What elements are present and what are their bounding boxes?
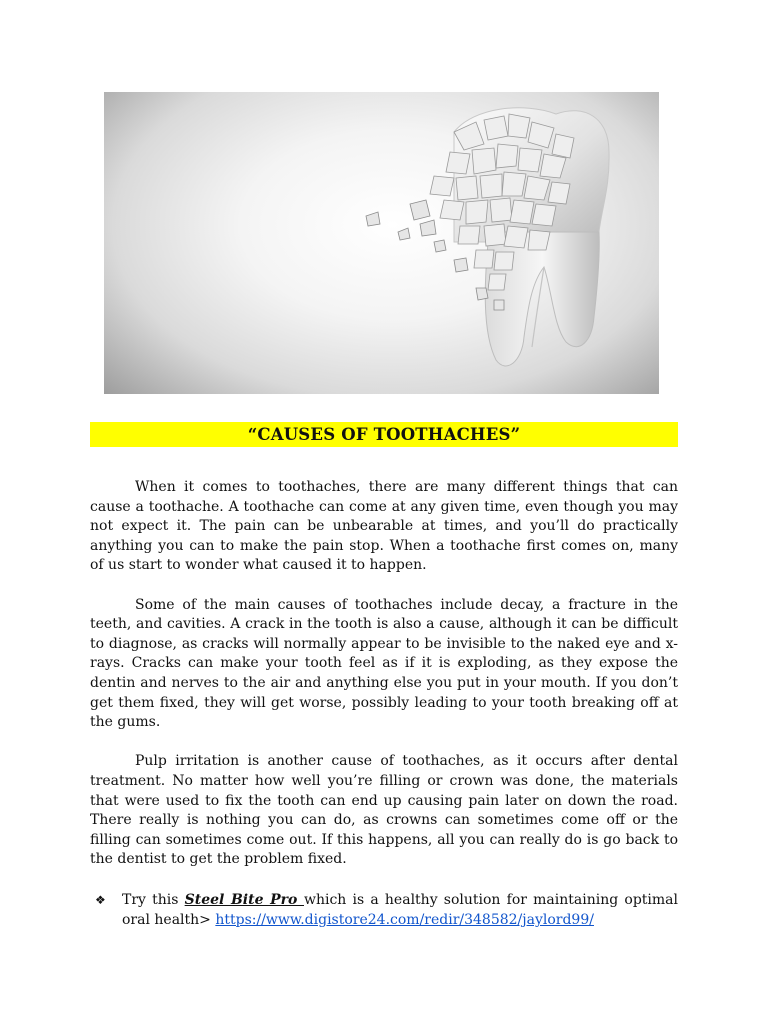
product-name-link[interactable]: Steel Bite Pro	[184, 892, 304, 908]
article-body	[90, 478, 678, 889]
title-banner	[90, 422, 678, 447]
paragraph-main-causes: Some of the main causes of toothaches include decay, a fracture in the teeth, and cavities. A crack in the tooth is also a cause, although it can be difficult to diagnose, as cracks will normally appear to be invisible to the naked eye and x-rays. Cracks can make your tooth feel as if it is exploding, as they expose the dentin and nerves to the air and anything else you put in your mouth. If you don’t get them fixed, they will get worse, possibly leading to your tooth breaking off at the gums.	[90, 596, 678, 731]
promo-bullet	[90, 890, 678, 930]
diamond-bullet-icon: ❖	[95, 893, 106, 907]
promo-url-link[interactable]: https://www.digistore24.com/redir/348582/jaylord99/	[215, 912, 594, 928]
page-title: “CAUSES OF TOOTHACHES”	[247, 425, 521, 444]
paragraph-intro: When it comes to toothaches, there are many different things that can cause a toothache. A toothache can come at any given time, even though you may not expect it. The pain can be unbearable at times, and you’ll do practically anything you can to make the pain stop. When a toothache first comes on, many of us start to wonder what caused it to happen.	[90, 479, 678, 574]
tooth-crumbling-icon	[104, 92, 659, 394]
paragraph-pulp-irritation: Pulp irritation is another cause of toothaches, as it occurs after dental treatment. No matter how well you’re filling or crown was done, the materials that were used to fix the tooth can end up causing pain later on down the road. There really is nothing you can do, as crowns can sometimes come off or the filling can sometimes come out. If this happens, all you can really do is go back to the dentist to get the problem fixed.	[90, 753, 678, 868]
promo-prefix: Try this	[122, 892, 185, 908]
hero-image	[104, 92, 659, 394]
promo-text	[122, 890, 678, 930]
promo-middle: which is a healthy solution for maintaining optimal oral health>	[122, 892, 678, 928]
